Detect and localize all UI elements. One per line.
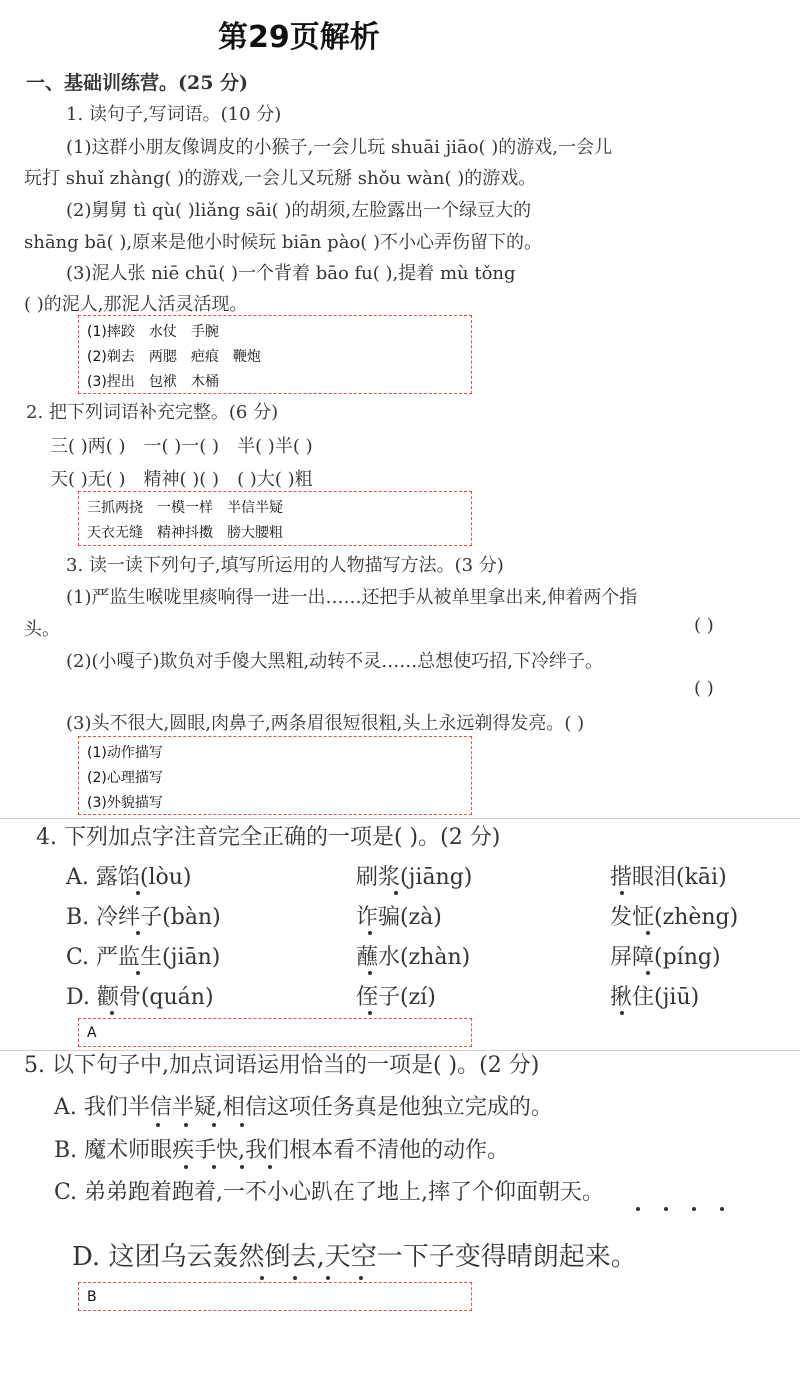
emphasis-dot: [636, 1207, 640, 1211]
answer-line: 天衣无缝 精神抖擞 膀大腰粗: [87, 525, 283, 541]
question-3-line: (1)严监生喉咙里痰响得一进一出……还把手从被单里拿出来,伸着两个指: [66, 587, 638, 608]
question-3-prompt: 3. 读一读下列句子,填写所运用的人物描写方法。(3 分): [66, 555, 504, 576]
answer-line: (3)外貌描写: [87, 795, 163, 811]
emphasis-dot: [692, 1207, 696, 1211]
question-2-row: 天( )无( ) 精神( )( ) ( )大( )粗: [50, 469, 313, 490]
option-cell: 揪住(jiū): [610, 985, 700, 1010]
question-1-line: (3)泥人张 niē chū( )一个背着 bāo fu( ),提着 mù tǒng: [66, 263, 516, 284]
emphasis-dot: [136, 891, 140, 895]
answer-line: (1)摔跤 水仗 手腕: [87, 324, 219, 340]
page-title: 第29页解析: [218, 20, 380, 55]
divider: [0, 818, 800, 819]
emphasis-dot: [326, 1276, 330, 1280]
emphasis-dot: [136, 931, 140, 935]
emphasis-dot: [646, 971, 650, 975]
answer-box-1: [78, 315, 472, 394]
question-1-line: (2)舅舅 tì qù( )liǎng sāi( )的胡须,左脸露出一个绿豆大的: [66, 200, 532, 221]
question-1-line: ( )的泥人,那泥人活灵活现。: [24, 294, 248, 315]
question-2-prompt: 2. 把下列词语补充完整。(6 分): [26, 402, 279, 423]
option-cell: A. 露馅(lòu): [66, 865, 192, 890]
option-line: A. 我们半信半疑,相信这项任务真是他独立完成的。: [54, 1095, 553, 1120]
answer-line: (3)捏出 包袱 木桶: [87, 374, 219, 390]
emphasis-dot: [664, 1207, 668, 1211]
question-3-line: 头。: [24, 619, 60, 640]
emphasis-dot: [620, 1011, 624, 1015]
question-3-line: (2)(小嘎子)欺负对手傻大黑粗,动转不灵……总想使巧招,下冷绊子。: [66, 651, 603, 672]
emphasis-dot: [240, 1123, 244, 1127]
question-2-row: 三( )两( ) 一( )一( ) 半( )半( ): [50, 436, 313, 457]
answer-box-2: [78, 491, 472, 546]
question-3-line: (3)头不很大,圆眼,肉鼻子,两条眉很短很粗,头上永远剃得发亮。( ): [66, 713, 585, 734]
option-cell: 刷浆(jiāng): [356, 865, 473, 890]
option-cell: D. 颧骨(quán): [66, 985, 214, 1010]
emphasis-dot: [720, 1207, 724, 1211]
answer-line: (2)剃去 两腮 疤痕 鞭炮: [87, 349, 261, 365]
question-3-blank: ( ): [694, 615, 714, 636]
option-cell: 揩眼泪(kāi): [610, 865, 727, 890]
question-1-prompt: 1. 读句子,写词语。(10 分): [66, 104, 282, 125]
emphasis-dot: [394, 891, 398, 895]
emphasis-dot: [293, 1276, 297, 1280]
emphasis-dot: [646, 931, 650, 935]
emphasis-dot: [212, 1165, 216, 1169]
emphasis-dot: [368, 931, 372, 935]
answer-box-5: B: [78, 1282, 472, 1311]
answer-box-3: [78, 736, 472, 815]
emphasis-dot: [110, 1011, 114, 1015]
emphasis-dot: [368, 971, 372, 975]
emphasis-dot: [240, 1165, 244, 1169]
option-cell: 诈骗(zà): [356, 905, 442, 930]
option-line: D. 这团乌云轰然倒去,天空一下子变得晴朗起来。: [72, 1242, 637, 1272]
section-heading: 一、基础训练营。(25 分): [26, 72, 249, 94]
emphasis-dot: [260, 1276, 264, 1280]
question-4-prompt: 4. 下列加点字注音完全正确的一项是( )。(2 分): [36, 825, 501, 850]
option-line: B. 魔术师眼疾手快,我们根本看不清他的动作。: [54, 1138, 510, 1163]
option-cell: 侄子(zí): [356, 985, 436, 1010]
emphasis-dot: [368, 1011, 372, 1015]
option-cell: B. 冷绊子(bàn): [66, 905, 221, 930]
question-1-line: shāng bā( ),原来是他小时候玩 biān pào( )不小心弄伤留下的。: [24, 232, 543, 253]
emphasis-dot: [268, 1165, 272, 1169]
answer-line: (1)动作描写: [87, 745, 163, 761]
question-5-prompt: 5. 以下句子中,加点词语运用恰当的一项是( )。(2 分): [24, 1053, 540, 1078]
emphasis-dot: [136, 971, 140, 975]
answer-line: 三抓两挠 一模一样 半信半疑: [87, 500, 283, 516]
option-cell: 发怔(zhèng): [610, 905, 739, 930]
answer-box-4: A: [78, 1018, 472, 1047]
question-3-blank: ( ): [694, 678, 714, 699]
emphasis-dot: [212, 1123, 216, 1127]
option-cell: C. 严监生(jiān): [66, 945, 221, 970]
emphasis-dot: [359, 1276, 363, 1280]
question-1-line: 玩打 shuǐ zhàng( )的游戏,一会儿又玩掰 shǒu wàn( )的游戏。: [24, 168, 537, 189]
answer-line: (2)心理描写: [87, 770, 163, 786]
option-cell: 屏障(píng): [610, 945, 721, 970]
emphasis-dot: [156, 1123, 160, 1127]
option-cell: 蘸水(zhàn): [356, 945, 471, 970]
option-line: C. 弟弟跑着跑着,一不小心趴在了地上,摔了个仰面朝天。: [54, 1180, 605, 1205]
question-1-line: (1)这群小朋友像调皮的小猴子,一会儿玩 shuāi jiāo( )的游戏,一会儿: [66, 137, 612, 158]
emphasis-dot: [620, 891, 624, 895]
emphasis-dot: [184, 1123, 188, 1127]
emphasis-dot: [184, 1165, 188, 1169]
